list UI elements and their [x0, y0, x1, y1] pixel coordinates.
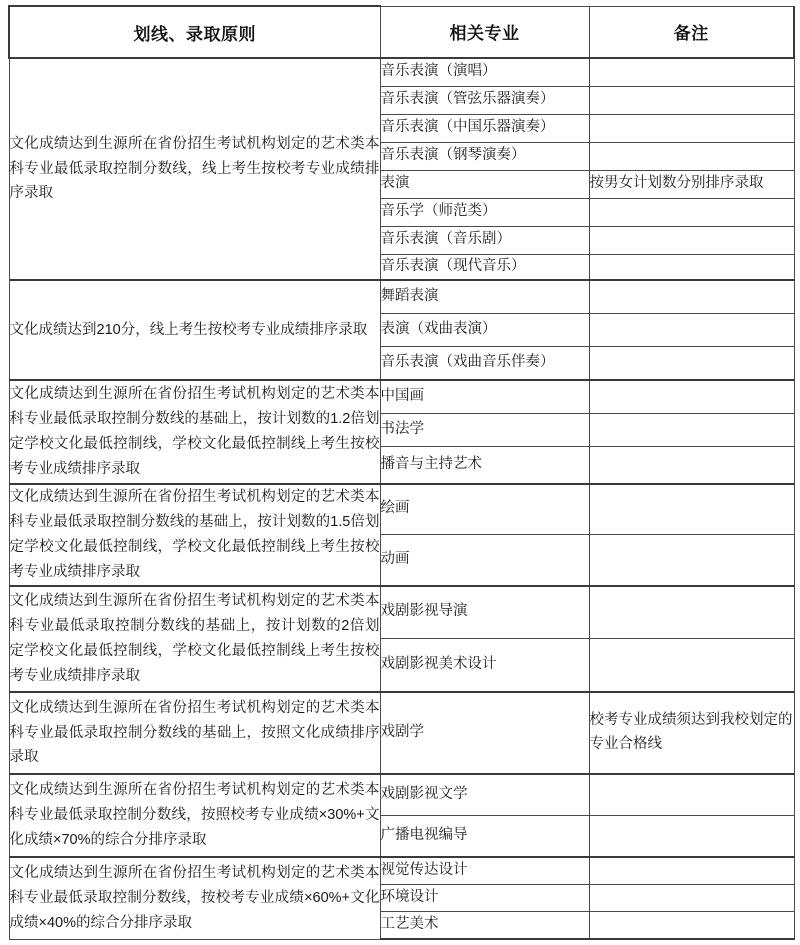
note-cell	[589, 884, 794, 911]
major-cell: 广播电视编导	[380, 815, 589, 857]
table-row	[9, 857, 794, 884]
rule-text: 文化成绩达到生源所在省份招生考试机构划定的艺术类本科专业最低录取控制分数线的基础上，按计划数的1.5倍划定学校文化最低控制线，学校文化最低控制线上考生按校考专业成绩排序录取	[9, 489, 380, 580]
major-cell: 音乐表演（演唱）	[380, 58, 589, 86]
note-cell	[589, 346, 794, 380]
major-cell: 音乐表演（现代音乐）	[380, 254, 589, 280]
note-cell	[589, 692, 794, 774]
note-cell	[589, 254, 794, 280]
rule-text: 文化成绩达到生源所在省份招生考试机构划定的艺术类本科专业最低录取控制分数线的基础上，按计划数的1.2倍划定学校文化最低控制线，学校文化最低控制线上考生按校考专业成绩排序录取	[9, 386, 380, 477]
major-cell: 音乐表演（戏曲音乐伴奏）	[380, 346, 589, 380]
major-cell: 动画	[380, 534, 589, 586]
table-row	[9, 692, 794, 774]
note-text: 按男女计划数分别排序录取	[589, 175, 764, 192]
note-cell	[589, 142, 794, 170]
table-body	[9, 58, 794, 939]
note-cell	[589, 413, 794, 446]
note-cell	[589, 484, 794, 534]
note-cell	[589, 446, 794, 484]
rule-text: 文化成绩达到生源所在省份招生考试机构划定的艺术类本科专业最低录取控制分数线，线上考生按校考专业成绩排序录取	[9, 135, 380, 202]
major-cell: 音乐表演（钢琴演奏）	[380, 142, 589, 170]
note-cell	[589, 911, 794, 939]
major-cell: 戏剧影视导演	[380, 586, 589, 638]
note-cell	[589, 226, 794, 254]
table-row	[9, 58, 794, 86]
table-row	[9, 280, 794, 313]
rule-text: 文化成绩达到生源所在省份招生考试机构划定的艺术类本科专业最低录取控制分数线的基础上，按照文化成绩排序录取	[9, 699, 380, 766]
major-cell: 表演（戏曲表演）	[380, 313, 589, 346]
column-header-note: 备注	[589, 6, 794, 58]
major-cell: 戏剧学	[380, 692, 589, 774]
note-cell	[589, 774, 794, 815]
table-row	[9, 380, 794, 413]
table-row	[9, 774, 794, 815]
column-header-rule: 划线、录取原则	[9, 6, 380, 58]
table-header	[9, 6, 794, 58]
rule-text: 文化成绩达到210分，线上考生按校考专业成绩排序录取	[9, 321, 368, 338]
major-cell: 环境设计	[380, 884, 589, 911]
note-cell	[589, 313, 794, 346]
major-cell: 书法学	[380, 413, 589, 446]
note-cell	[589, 857, 794, 884]
rule-cell	[9, 380, 380, 484]
rule-text: 文化成绩达到生源所在省份招生考试机构划定的艺术类本科专业最低录取控制分数线，按校考专业成绩×60%+文化成绩×40%的综合分排序录取	[9, 864, 380, 931]
rule-cell	[9, 58, 380, 280]
major-cell: 舞蹈表演	[380, 280, 589, 313]
rule-cell	[9, 586, 380, 692]
admission-rules-table	[8, 5, 795, 940]
note-text: 校考专业成绩须达到我校划定的专业合格线	[589, 712, 793, 752]
note-cell	[589, 380, 794, 413]
major-cell: 表演	[380, 170, 589, 198]
column-header-major: 相关专业	[380, 6, 589, 58]
note-cell	[589, 86, 794, 114]
rule-cell	[9, 484, 380, 586]
rule-cell	[9, 774, 380, 857]
note-cell	[589, 815, 794, 857]
major-cell: 工艺美术	[380, 911, 589, 939]
header-row	[9, 6, 794, 58]
note-cell	[589, 170, 794, 198]
note-cell	[589, 114, 794, 142]
note-cell	[589, 638, 794, 692]
major-cell: 播音与主持艺术	[380, 446, 589, 484]
rule-cell	[9, 280, 380, 380]
rule-cell	[9, 692, 380, 774]
note-cell	[589, 586, 794, 638]
major-cell: 绘画	[380, 484, 589, 534]
rule-text: 文化成绩达到生源所在省份招生考试机构划定的艺术类本科专业最低录取控制分数线的基础上，按计划数的2倍划定学校文化最低控制线，学校文化最低控制线上考生按校考专业成绩排序录取	[9, 593, 380, 684]
major-cell: 视觉传达设计	[380, 857, 589, 884]
major-cell: 音乐表演（管弦乐器演奏）	[380, 86, 589, 114]
note-cell	[589, 198, 794, 226]
table-row	[9, 484, 794, 534]
major-cell: 戏剧影视美术设计	[380, 638, 589, 692]
major-cell: 音乐表演（音乐剧）	[380, 226, 589, 254]
major-cell: 音乐学（师范类）	[380, 198, 589, 226]
rule-cell	[9, 857, 380, 939]
table-row	[9, 586, 794, 638]
major-cell: 音乐表演（中国乐器演奏）	[380, 114, 589, 142]
note-cell	[589, 58, 794, 86]
rule-text: 文化成绩达到生源所在省份招生考试机构划定的艺术类本科专业最低录取控制分数线，按照校考专业成绩×30%+文化成绩×70%的综合分排序录取	[9, 782, 380, 848]
major-cell: 戏剧影视文学	[380, 774, 589, 815]
note-cell	[589, 280, 794, 313]
note-cell	[589, 534, 794, 586]
major-cell: 中国画	[380, 380, 589, 413]
